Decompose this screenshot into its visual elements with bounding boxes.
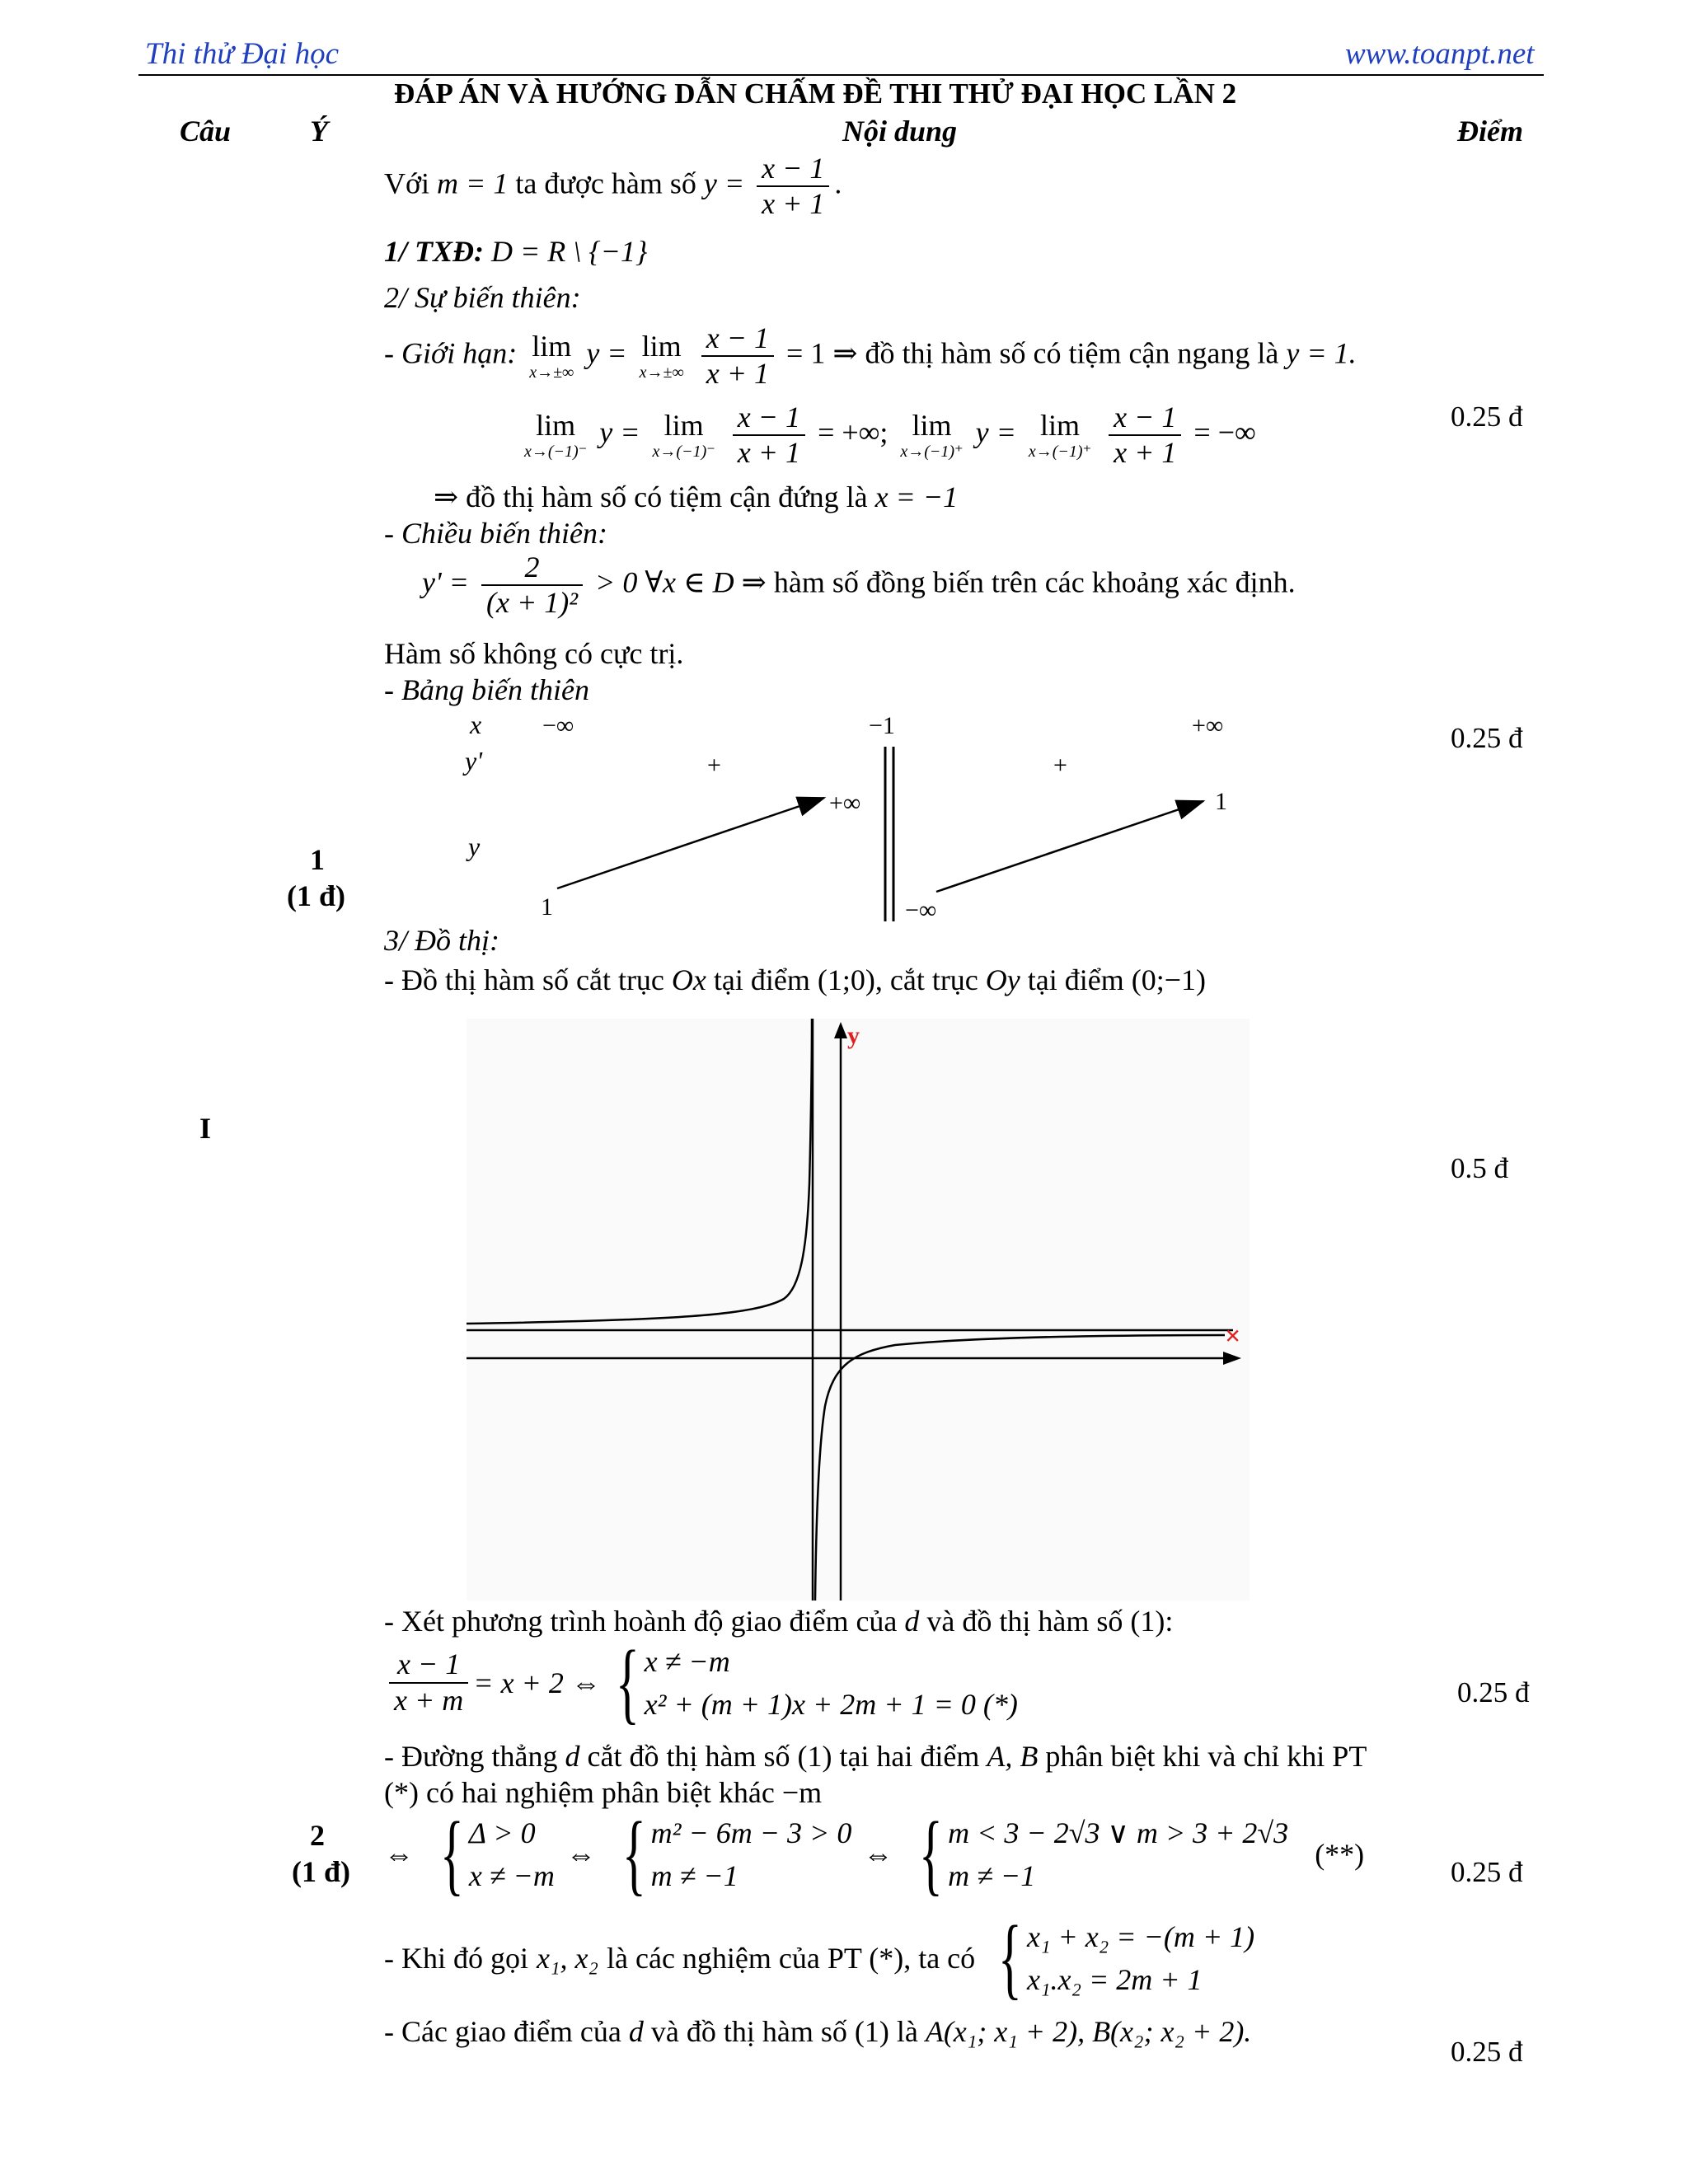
vt-y-value: −∞: [905, 897, 937, 924]
limit-line-2: lim x→(−1)⁻ y = lim x→(−1)⁻ $\frac{x - 1}{x + 1}$ = +∞; lim x→(−1)⁺ y = lim x→(−1)⁺ $\frac{x - 1}{x + 1}$ = −∞: [524, 401, 1256, 470]
derivative-line: y' = $\frac{2}{\text{(x + 1)²}}$ > 0 ∀x ∈ D ⇒ hàm số đồng biến trên các khoảng xác định.: [422, 551, 1296, 620]
txd-line: 1/ TXĐ: D = R \ {−1}: [384, 235, 648, 268]
page-title: ĐÁP ÁN VÀ HƯỚNG DẪN CHẤM ĐỀ THI THỬ ĐẠI HỌC LẦN 2: [394, 77, 1237, 110]
giao-diem-line: - Các giao điểm của d và đồ thị hàm số (1) là A(x₁; x₁ + 2), B(x₂; x₂ + 2).: [384, 2015, 1252, 2048]
column-y: Ý: [310, 115, 328, 148]
function-graph: [467, 1019, 1250, 1601]
vt-y-value: 1: [1215, 788, 1227, 815]
vt-arrow-up-left: [557, 798, 824, 888]
intro-fraction: $\frac{x - 1}{x + 1}$: [757, 152, 829, 222]
header-right-link[interactable]: www.toanpt.net: [1345, 37, 1535, 71]
chieu-bien-thien-heading: - Chiều biến thiên:: [384, 517, 607, 550]
y-axis-label: y: [847, 1022, 860, 1049]
intro-line: Với m = 1 ta được hàm số y = $\frac{x - 1}{x + 1}$ .: [384, 152, 842, 221]
vt-x-value: −1: [869, 712, 895, 739]
part2-number: 2: [310, 1819, 325, 1852]
points-4: 0.25 đ: [1457, 1676, 1530, 1708]
points-6: 0.25 đ: [1451, 2036, 1523, 2068]
vt-arrow-up-right: [936, 801, 1203, 892]
header-left: Thi thử Đại học: [145, 37, 339, 71]
vt-x-label: x: [470, 710, 482, 739]
do-thi-heading: 3/ Đồ thị:: [384, 924, 499, 957]
vt-sign: +: [1053, 752, 1067, 779]
points-2: 0.25 đ: [1451, 722, 1523, 754]
vt-y-value: 1: [541, 893, 553, 921]
points-1: 0.25 đ: [1451, 401, 1523, 433]
bien-thien-heading: 2/ Sự biến thiên:: [384, 281, 581, 314]
header-divider: [138, 74, 1544, 76]
column-diem: Điểm: [1457, 115, 1523, 148]
do-thi-intersection-line: - Đồ thị hàm số cắt trục Ox tại điểm (1;0), cắt trục Oy tại điểm (0;−1): [384, 963, 1207, 996]
variation-table: [445, 705, 1286, 928]
vt-x-value: −∞: [542, 712, 574, 739]
vieta-line: - Khi đó gọi x₁, x₂ là các nghiệm của PT (*), ta có { x₁ + x₂ = −(m + 1) x₁.x₂ = 2m + 1: [384, 1907, 1255, 2008]
variation-table-heading: - Bảng biến thiên: [384, 673, 589, 706]
duong-thang-line-2: (*) có hai nghiệm phân biệt khác −m: [384, 1776, 823, 1809]
vertical-asymptote-line: ⇒ đồ thị hàm số có tiệm cận đứng là x = −1: [434, 480, 959, 513]
limit-line-1: - Giới hạn: lim x→±∞ y = lim x→±∞ $\frac{x - 1}{x + 1}$ = 1 ⇒ đồ thị hàm số có tiệm cận ngang là y = 1.: [384, 321, 1357, 391]
column-noi-dung: Nội dung: [842, 115, 958, 148]
column-cau: Câu: [180, 115, 232, 148]
question-roman: I: [199, 1112, 212, 1145]
part1-points: (1 đ): [287, 879, 345, 912]
points-3: 0.5 đ: [1451, 1152, 1508, 1184]
part2-points: (1 đ): [292, 1855, 350, 1888]
equation-system-1: $\frac{x - 1}{x + m}$ = x + 2 ⇔ { x ≠ −m x² + (m + 1)x + 2m + 1 = 0 (*): [384, 1642, 1018, 1723]
xet-phuong-trinh-line: - Xét phương trình hoành độ giao điểm của d và đồ thị hàm số (1):: [384, 1605, 1174, 1638]
vt-x-value: +∞: [1192, 712, 1224, 739]
vt-yprime-label: y': [465, 746, 483, 776]
part1-number: 1: [310, 843, 325, 876]
vt-sign: +: [707, 752, 721, 779]
duong-thang-line-1: - Đường thẳng d cắt đồ thị hàm số (1) tại hai điểm A, B phân biệt khi và chỉ khi PT: [384, 1740, 1367, 1773]
points-5: 0.25 đ: [1451, 1856, 1523, 1888]
vt-y-value: +∞: [829, 790, 861, 817]
x-axis-marker: ×: [1225, 1321, 1241, 1352]
condition-chain: ⇔ { Δ > 0 x ≠ −m ⇔ { m² − 6m − 3 > 0 m ≠ −1 ⇔ { m < 3 − 2√3 ∨ m > 3 + 2√3 m ≠ −1 (**): [384, 1803, 1365, 1904]
no-extrema-text: Hàm số không có cực trị.: [384, 637, 684, 670]
vt-y-label: y: [468, 832, 481, 861]
